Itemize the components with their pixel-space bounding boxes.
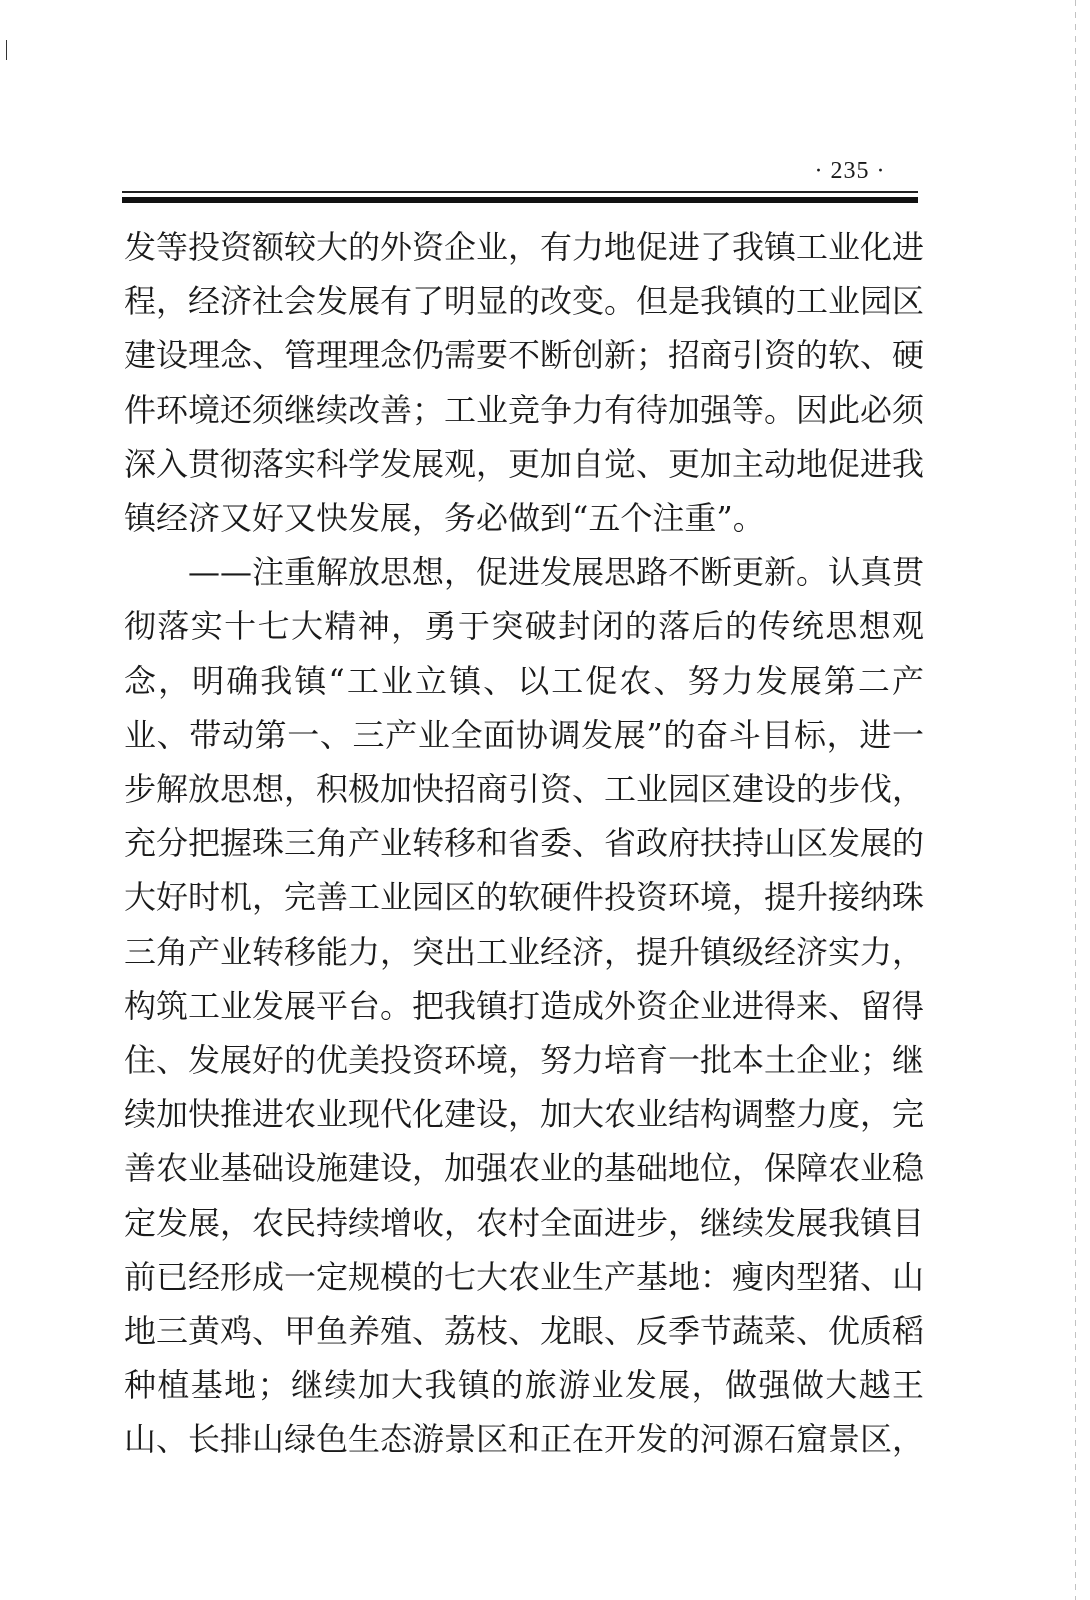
- page-number: · 235 ·: [814, 158, 886, 184]
- header-rule-thick: [122, 197, 918, 203]
- scan-edge-mark: [6, 40, 7, 60]
- body-text: [124, 220, 924, 1467]
- header-rule-thin: [122, 191, 918, 193]
- paragraph-1: 发等投资额较大的外资企业，有力地促进了我镇工业化进程，经济社会发展有了明显的改变。但是我镇的工业园区建设理念、管理理念仍需要不断创新；招商引资的软、硬件环境还须继续改善；工业竞争力有待加强等。因此必须深入贯彻落实科学发展观，更加自觉、更加主动地促进我镇经济又好又快发展，务必做到“五个注重”。: [124, 228, 925, 538]
- scan-edge-line: [1075, 0, 1076, 1600]
- paragraph-2: ——注重解放思想，促进发展思路不断更新。认真贯彻落实十七大精神，勇于突破封闭的落后的传统思想观念，明确我镇“工业立镇、以工促农、努力发展第二产业、带动第一、三产业全面协调发展”的奋斗目标，进一步解放思想，积极加快招商引资、工业园区建设的步伐，充分把握珠三角产业转移和省委、省政府扶持山区发展的大好时机，完善工业园区的软硬件投资环境，提升接纳珠三角产业转移能力，突出工业经济，提升镇级经济实力，构筑工业发展平台。把我镇打造成外资企业进得来、留得住、发展好的优美投资环境，努力培育一批本土企业；继续加快推进农业现代化建设，加大农业结构调整力度，完善农业基础设施建设，加强农业的基础地位，保障农业稳定发展，农民持续增收，农村全面进步，继续发展我镇目前已经形成一定规模的七大农业生产基地：瘦肉型猪、山地三黄鸡、甲鱼养殖、荔枝、龙眼、反季节蔬菜、优质稻种植基地；继续加大我镇的旅游业发展，做强做大越王山、长排山绿色生态游景区和正在开发的河源石窟景区，: [124, 553, 925, 1459]
